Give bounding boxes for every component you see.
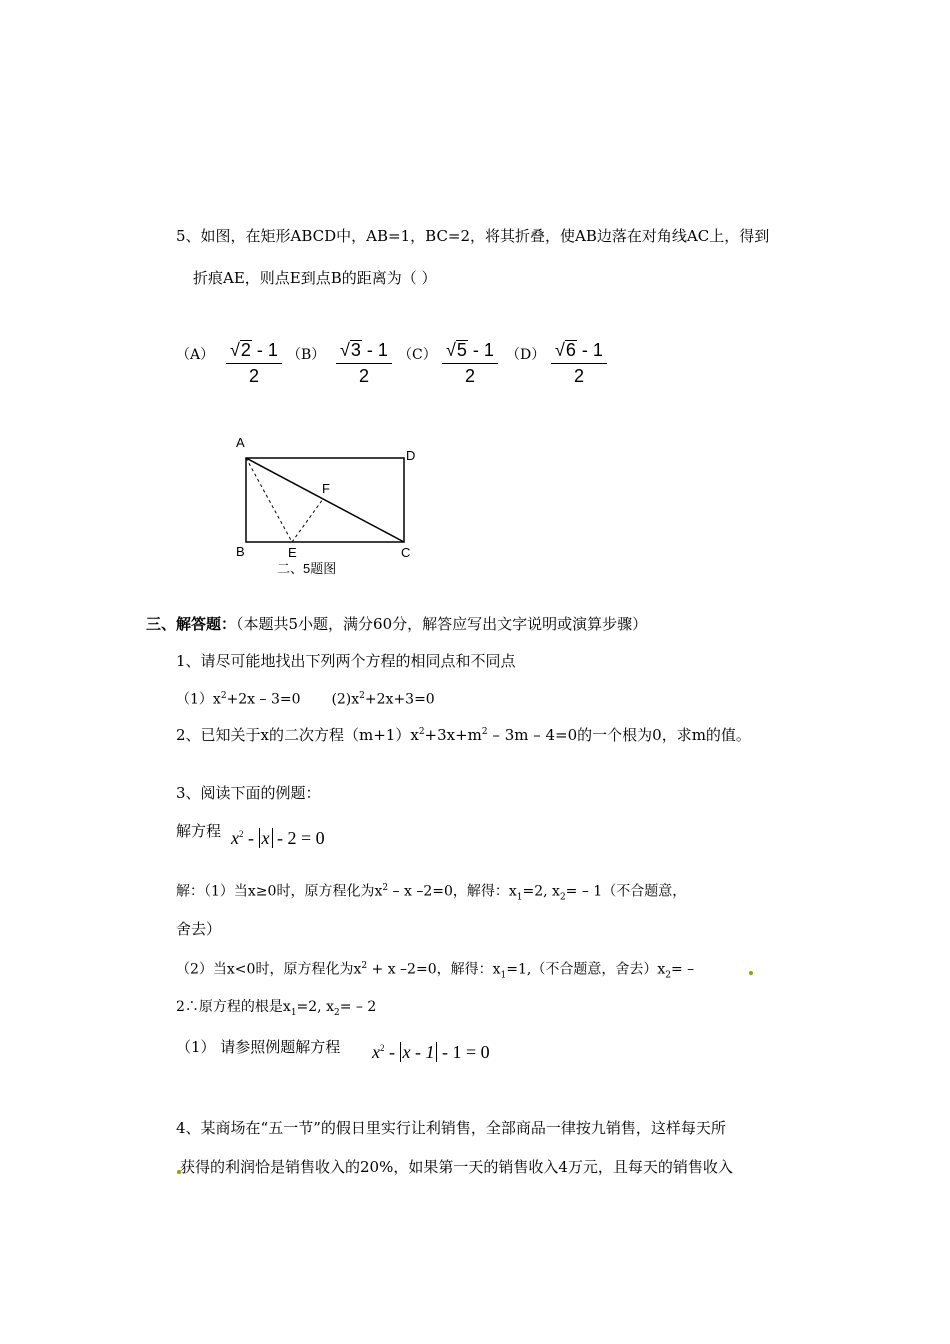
p3-sol1-b: – x –2=0，解得：x	[388, 883, 517, 900]
p3-task-rest: - 1 = 0	[437, 1042, 490, 1062]
option-b-num-rest: - 1	[361, 340, 388, 360]
p3-example-equation	[231, 828, 325, 849]
option-c-radical: 5	[456, 340, 467, 360]
q5-line2: 折痕AE，则点E到点B的距离为（ ）	[193, 269, 437, 287]
q5-line1: 5、如图，在矩形ABCD中，AB=1，BC=2，将其折叠，使AB边落在对角线AC上，得到	[176, 227, 770, 245]
p3-sol1-d: = – 1（不合题意，	[565, 883, 687, 900]
p1-equations	[176, 686, 435, 710]
p3-task: （1） 请参照例题解方程	[176, 1038, 341, 1056]
p3-sol2-d: ）x	[643, 961, 666, 978]
option-d-radical: 6	[565, 340, 576, 360]
p3-conclusion	[176, 997, 376, 1023]
p3-solution2	[176, 956, 694, 985]
p1-text: 1、请尽可能地找出下列两个方程的相同点和不同点	[176, 652, 516, 670]
label-e: E	[288, 545, 297, 560]
section3-note: （本题共5小题，满分60分，解答应写出文字说明或演算步骤）	[236, 615, 648, 633]
p3-sol2-exp: 2	[361, 961, 368, 971]
p1-eq1-exp: 2	[220, 691, 227, 701]
p3-sol2-e: = –	[670, 961, 695, 978]
p2-exp2: 2	[481, 727, 488, 737]
option-b-fraction: $\frac{√3 - 1}{2}$	[336, 340, 392, 387]
p3-sol1-s1: 1	[516, 892, 523, 903]
option-c-num-rest: - 1	[467, 340, 494, 360]
label-a: A	[236, 435, 245, 450]
p3-ex-minus: -	[243, 828, 259, 848]
section3-heading: 三、解答题：	[146, 615, 237, 633]
section3-heading-line	[146, 614, 647, 634]
p1-eq2-a: (2)x	[331, 691, 360, 708]
p1-eq1-a: （1）x	[176, 691, 221, 708]
p4-line1: 4、某商场在“五一节”的假日里实行让利销售，全部商品一律按九销售，这样每天所	[176, 1119, 726, 1137]
option-b-radical: 3	[350, 340, 361, 360]
label-d: D	[406, 448, 416, 463]
label-f: F	[322, 481, 330, 496]
p2-exp1: 2	[418, 727, 425, 737]
option-d-label: （D）	[506, 347, 546, 363]
p3-sol2-a: （2）当x<0时，原方程化为x	[176, 961, 362, 978]
p4-line2: 获得的利润恰是销售收入的20%，如果第一天的销售收入4万元，且每天的销售收入	[180, 1158, 733, 1176]
p3-sol2-b: + x –2=0，解得：x	[367, 961, 501, 978]
figure-caption: 二、5题图	[277, 561, 337, 576]
p3-title: 3、阅读下面的例题：	[176, 784, 321, 802]
p3-concl-s2: 2	[333, 1007, 340, 1018]
p3-ex-exp: 2	[239, 829, 244, 839]
rectangle-fold-figure	[225, 430, 435, 580]
p3-concl-c: = – 2	[339, 999, 377, 1015]
p3-sol2-s2: 2	[665, 970, 671, 981]
p3-sol1-c: =2, x	[522, 883, 560, 900]
p3-ex-abs: x	[261, 828, 270, 848]
p3-ex-rest: - 2 = 0	[272, 828, 325, 848]
p2-b: +3x+m	[424, 726, 482, 744]
label-b: B	[236, 544, 245, 559]
p1-eq2-b: +2x+3=0	[364, 691, 435, 708]
p3-sol1-a: 解：（1）当x≥0时，原方程化为x	[176, 883, 383, 900]
p2-text	[176, 722, 751, 745]
option-c-den: 2	[464, 366, 475, 386]
option-a-fraction: $\frac{√2 - 1}{2}$	[226, 340, 282, 387]
fold-line-ef	[292, 499, 323, 542]
option-a-den: 2	[248, 366, 259, 386]
p3-concl-s1: 1	[290, 1007, 297, 1018]
p3-ex-var: x	[231, 828, 239, 848]
p2-a: 2、已知关于x的二次方程（m+1）x	[176, 726, 419, 744]
option-c-label: （C）	[398, 347, 437, 363]
p1-eq1-b: +2x – 3=0	[226, 691, 301, 708]
p3-solution1-cont: 舍去）	[176, 920, 222, 938]
option-a-label: （A）	[176, 347, 215, 363]
p3-sol1-s2: 2	[559, 892, 566, 903]
p3-task-abs: x - 1	[402, 1042, 435, 1062]
option-d-fraction: $\frac{√6 - 1}{2}$	[551, 340, 607, 387]
diagonal-ac	[246, 458, 404, 542]
stray-mark	[749, 971, 753, 975]
p3-task-equation	[372, 1042, 490, 1063]
p1-eq2-exp: 2	[359, 691, 365, 701]
p3-concl-a: 2∴原方程的根是x	[176, 999, 291, 1015]
option-a-radical: 2	[240, 340, 251, 360]
option-b-label: （B）	[287, 347, 326, 363]
p3-sol2-c: =1,（不合题意，舍去	[506, 961, 644, 978]
label-c: C	[401, 545, 411, 560]
option-d-num-rest: - 1	[576, 340, 603, 360]
p3-concl-b: =2, x	[296, 999, 334, 1015]
option-a-num-rest: - 1	[251, 340, 278, 360]
p3-intro: 解方程	[176, 822, 222, 840]
option-b-den: 2	[358, 366, 369, 386]
p3-task-exp: 2	[380, 1043, 385, 1053]
p3-sol1-exp: 2	[382, 883, 389, 893]
option-c-fraction: $\frac{√5 - 1}{2}$	[442, 340, 498, 387]
p3-solution1	[176, 878, 686, 907]
p3-task-var: x	[372, 1042, 380, 1062]
p3-task-minus: -	[384, 1042, 400, 1062]
p2-c: – 3m – 4=0的一个根为0，求m的值。	[487, 726, 751, 744]
option-d-den: 2	[573, 366, 584, 386]
p3-sol2-s1: 1	[500, 970, 507, 981]
